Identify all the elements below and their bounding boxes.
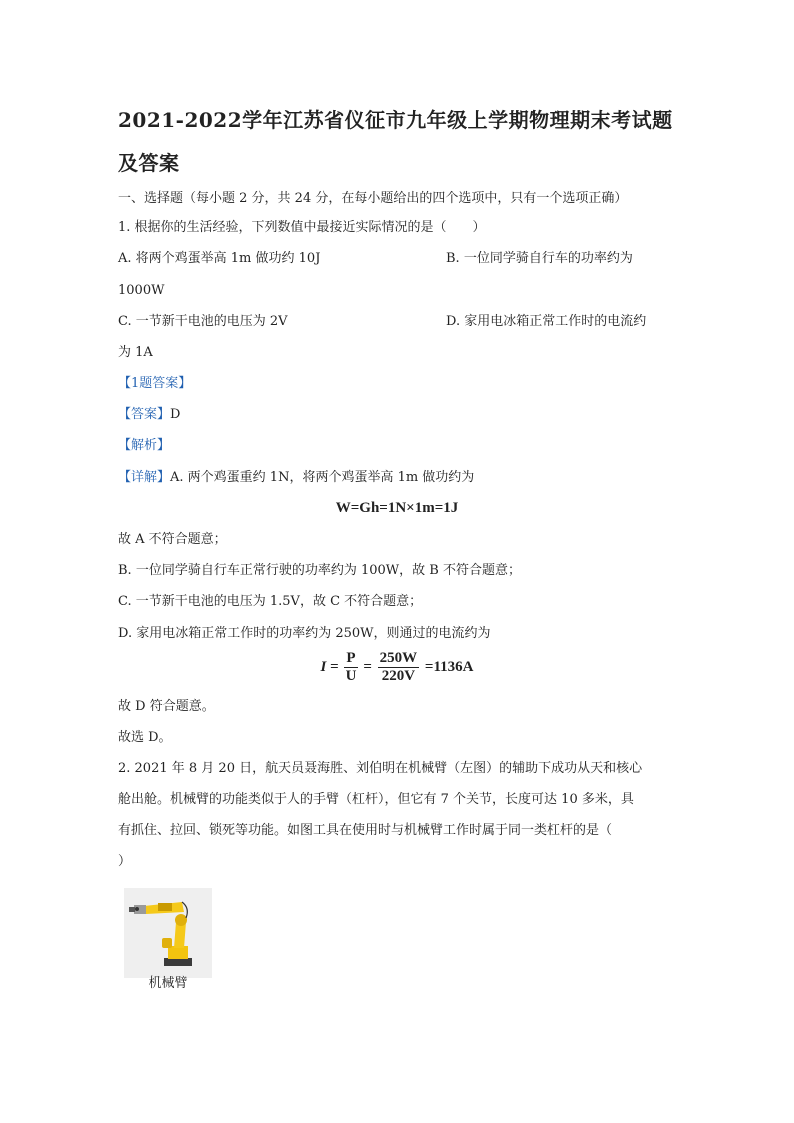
formula-result: 1136A (433, 658, 474, 675)
option-c-explanation: C. 一节新干电池的电压为 1.5V，故 C 不符合题意； (118, 594, 423, 609)
formula-current: I = $\frac{P}{U}$ = $\frac{250W}{220V}$ =1136A (320, 650, 474, 684)
detail-text: A. 两个鸡蛋重约 1N，将两个鸡蛋举高 1m 做功约为 (170, 470, 475, 485)
document-title-line2: 及答案 (118, 151, 180, 175)
fraction-symbolic (344, 650, 357, 685)
answer-line (118, 406, 180, 424)
question1-stem: 1. 根据你的生活经验，下列数值中最接近实际情况的是（ ） (118, 220, 486, 235)
answer-tag: 【1题答案】 (118, 376, 192, 391)
question1-option-b: B. 一位同学骑自行车的功率约为 (446, 251, 633, 266)
option-a-result: 故 A 不符合题意； (118, 532, 227, 547)
fraction-numeric (378, 650, 420, 685)
answer-value: D (170, 407, 181, 422)
question1-option-a: A. 将两个鸡蛋举高 1m 做功约 10J (118, 251, 321, 266)
formula-lhs: I (320, 658, 327, 675)
robot-arm-icon (124, 888, 212, 978)
question2-line4: ） (118, 854, 132, 869)
fraction-numerator-value: 250W (379, 650, 418, 666)
answer-label: 【答案】 (118, 407, 171, 422)
section-heading: 一、选择题（每小题 2 分，共 24 分，在每小题给出的四个选项中，只有一个选项正确） (118, 191, 628, 206)
document-title-line1: 2021-2022学年江苏省仪征市九年级上学期物理期末考试题 (118, 108, 673, 132)
question1-option-b-continued: 1000W (118, 283, 165, 298)
question1-option-d: D. 家用电冰箱正常工作时的电流约 (446, 314, 647, 329)
question2-line3: 有抓住、拉回、锁死等功能。如图工具在使用时与机械臂工作时属于同一类杠杆的是（ (118, 823, 613, 838)
fraction-denominator-value: 220V (381, 668, 416, 684)
conclusion: 故选 D。 (118, 730, 172, 745)
analysis-tag: 【解析】 (118, 438, 171, 453)
fraction-denominator-u: U (345, 668, 357, 684)
fraction-numerator-p: P (346, 650, 356, 666)
option-d-explanation: D. 家用电冰箱正常工作时的功率约为 250W，则通过的电流约为 (118, 626, 491, 641)
detail-label: 【详解】 (118, 470, 171, 485)
question1-option-c: C. 一节新干电池的电压为 2V (118, 314, 288, 329)
question2-line1: 2. 2021 年 8 月 20 日，航天员聂海胜、刘伯明在机械臂（左图）的辅助下成功从天和核心 (118, 761, 643, 776)
question1-option-d-continued: 为 1A (118, 345, 153, 360)
formula-work: W=Gh=1N×1m=1J (335, 500, 459, 516)
question2-line2: 舱出舱。机械臂的功能类似于人的手臂（杠杆），但它有 7 个关节，长度可达 10 多米，具 (118, 792, 634, 807)
option-d-result: 故 D 符合题意。 (118, 699, 215, 714)
option-b-explanation: B. 一位同学骑自行车正常行驶的功率约为 100W，故 B 不符合题意； (118, 563, 521, 578)
figure-caption: 机械臂 (148, 976, 188, 991)
robot-arm-figure (124, 888, 212, 978)
detail-line (118, 469, 474, 487)
